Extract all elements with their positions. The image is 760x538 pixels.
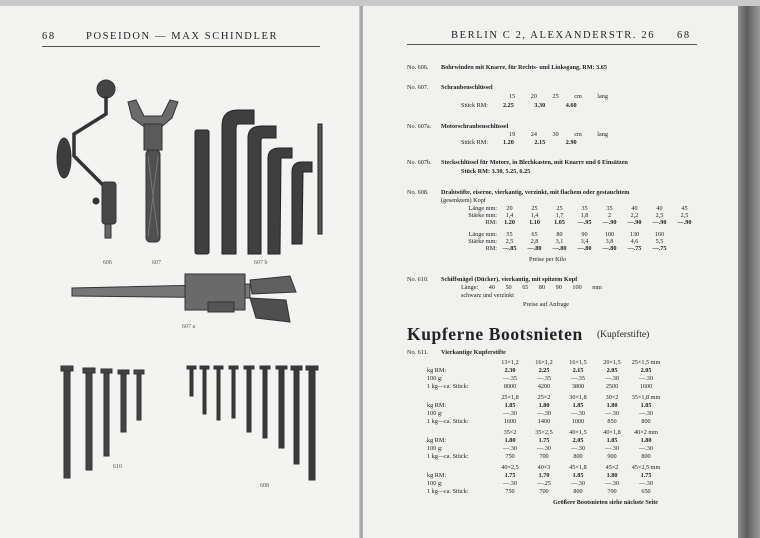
table-cell: —.90: [677, 219, 692, 226]
table-cell: 850: [607, 418, 617, 425]
table-cell: 2.30: [504, 367, 516, 374]
row-label: kg RM:: [427, 437, 447, 444]
figure-caption: 610: [113, 464, 122, 470]
table-cell: —.75: [627, 245, 642, 252]
table-cell: —.30: [605, 410, 619, 417]
size-header-row: [427, 360, 663, 366]
table-row: [427, 489, 663, 495]
row-label: kg RM:: [427, 367, 447, 374]
item-number: No. 607a.: [407, 123, 432, 130]
table-row: [427, 403, 663, 409]
page-number: 68: [42, 31, 56, 42]
row-label: 1 kg—ca. Stück:: [427, 488, 469, 495]
table-cell: 1.75: [538, 437, 550, 444]
table-cell: 1.05: [554, 219, 565, 226]
table-cell: 750: [505, 453, 515, 460]
item-description: Steckschlüssel für Motore, in Blechkasten, mit Knarre und 6 Einsätzen: [441, 159, 628, 166]
table-row: [427, 384, 663, 390]
table-cell: —.30: [639, 410, 653, 417]
table-cell: 35: [606, 205, 613, 212]
table-cell: 1.80: [640, 437, 652, 444]
table-cell: —.95: [577, 219, 592, 226]
table-cell: 35×2,5: [535, 429, 553, 436]
table-cell: —.30: [639, 375, 653, 382]
size-header-row: [427, 395, 663, 401]
table-row: [427, 368, 663, 374]
table-cell: 25×1,8: [501, 394, 519, 401]
table-cell: 30×1,8: [569, 394, 587, 401]
table-row: [427, 376, 663, 382]
table-cell: —.35: [537, 375, 551, 382]
hand-drill-illustration: [57, 80, 116, 238]
row-label: kg RM:: [427, 472, 447, 479]
table-row: [427, 438, 663, 444]
table-cell: 1.85: [504, 402, 516, 409]
table-cell: —.25: [537, 480, 551, 487]
table-cell: 40×1,5: [569, 429, 587, 436]
table-cell: 35×2: [503, 429, 517, 436]
row-label: RM:: [485, 245, 497, 252]
table-cell: 1.80: [606, 472, 618, 479]
table-cell: 2.15: [572, 367, 584, 374]
row-label: RM:: [485, 219, 497, 226]
item-title: Motorschraubenschlüssel: [441, 123, 509, 130]
table-cell: 2.05: [606, 367, 618, 374]
item-number: No. 608.: [407, 189, 429, 196]
table-cell: 800: [641, 418, 651, 425]
table-cell: —.75: [652, 245, 667, 252]
table-cell: 2.05: [572, 437, 584, 444]
figure-caption: 607 a: [182, 324, 196, 330]
item-description: (gesenktem) Kopf: [441, 197, 486, 204]
item-number: No. 611.: [407, 349, 429, 356]
table-cell: 100: [604, 231, 615, 238]
table-cell: 3,4: [580, 238, 589, 245]
item-prices: 2.25 3.30 4.60: [503, 102, 577, 109]
table-cell: 3,8: [605, 238, 614, 245]
table-cell: 40: [631, 205, 638, 212]
table-cell: 2.25: [538, 367, 550, 374]
running-head: BERLIN C 2, ALEXANDERSTR. 26: [451, 30, 656, 41]
table-cell: 3,1: [555, 238, 564, 245]
table-cell: 25×1,5 mm: [631, 359, 661, 366]
item-description: Schiffsnägel (Dücker), vierkantig, mit spitzem Kopf: [441, 276, 578, 283]
table-cell: —.30: [537, 445, 551, 452]
item-sizes: 15 20 25 cm lang: [509, 93, 608, 100]
table-cell: —.30: [503, 445, 517, 452]
table-cell: 1.10: [529, 219, 540, 226]
table-cell: 20: [506, 205, 513, 212]
item-title: Vierkantige Kupferstifte: [441, 349, 506, 356]
table-cell: 2: [607, 212, 612, 219]
table-cell: 20×1,5: [603, 359, 621, 366]
table-cell: 45: [681, 205, 688, 212]
table-cell: —.30: [571, 480, 585, 487]
header-rule: [407, 44, 697, 45]
table-cell: —.30: [605, 375, 619, 382]
table-cell: 2,8: [530, 238, 539, 245]
row-label: 100 g:: [427, 410, 443, 417]
size-header-row: [427, 430, 663, 436]
row-label: Länge mm:: [468, 231, 497, 238]
table-cell: 900: [607, 453, 617, 460]
ship-nails-illustration: [61, 366, 144, 478]
table-cell: 45×2,5 mm: [631, 464, 661, 471]
left-page: [0, 6, 360, 538]
table-cell: 30×2: [605, 394, 619, 401]
table-cell: 700: [539, 488, 549, 495]
item-finish: schwarz und verzinkt: [461, 292, 514, 299]
table-row: [451, 220, 697, 226]
row-label: [427, 360, 493, 366]
table-cell: 4200: [537, 383, 551, 390]
figure-caption: 606: [103, 260, 112, 266]
table-cell: 1.80: [606, 402, 618, 409]
table-row: [427, 411, 663, 417]
table-cell: —.30: [605, 480, 619, 487]
table-cell: 700: [539, 453, 549, 460]
item-number: No. 606.: [407, 64, 429, 71]
item-number: No. 607.: [407, 84, 429, 91]
table-cell: 1.85: [606, 437, 618, 444]
table-cell: —.30: [503, 480, 517, 487]
table-row: [427, 473, 663, 479]
table-cell: —.35: [571, 375, 585, 382]
figure-caption: 607: [152, 260, 161, 266]
item-number: No. 607b.: [407, 159, 432, 166]
table-footnote: Preise per Kilo: [529, 256, 567, 263]
section-title: Kupferne Bootsnieten: [407, 324, 583, 344]
table-cell: 1.85: [640, 402, 652, 409]
table-cell: 90: [581, 231, 588, 238]
table-cell: 4,6: [630, 238, 639, 245]
table-cell: 1,7: [555, 212, 564, 219]
table-cell: 1600: [639, 383, 653, 390]
table-cell: 2,2: [630, 212, 639, 219]
table-row: [427, 446, 663, 452]
table-cell: 1600: [503, 418, 517, 425]
table-cell: 40×1,8: [603, 429, 621, 436]
table-cell: 8000: [503, 383, 517, 390]
table-cell: —.30: [639, 480, 653, 487]
item-number: No. 610.: [407, 276, 429, 283]
table-cell: —.30: [639, 445, 653, 452]
item-prices: Stück RM: 3.30, 5.25, 6.25: [461, 168, 531, 175]
table-cell: 55: [506, 231, 513, 238]
table-cell: 25: [531, 205, 538, 212]
table-cell: 2,5: [505, 238, 514, 245]
table-cell: 750: [505, 488, 515, 495]
item-title: Schraubenschlüssel: [441, 84, 493, 91]
pipe-wrench-illustration: [72, 274, 296, 322]
running-head: POSEIDON — MAX SCHINDLER: [86, 31, 279, 42]
table-cell: 35: [581, 205, 588, 212]
table-cell: 1400: [537, 418, 551, 425]
table-cell: —.30: [571, 445, 585, 452]
item-lengths: Länge: 40 50 65 80 90 100 mm: [461, 284, 602, 291]
table-cell: 40×2 mm: [634, 429, 658, 436]
table-cell: 25: [556, 205, 563, 212]
table-cell: —.30: [605, 445, 619, 452]
table-cell: 80: [556, 231, 563, 238]
table-cell: 1.70: [538, 472, 550, 479]
table-footnote: Preise auf Anfrage: [523, 301, 570, 308]
box-wrench-set-illustration: [195, 110, 322, 254]
tool-illustrations: [0, 6, 360, 538]
item-sizes: 19 24 30 cm lang: [509, 131, 608, 138]
table-cell: 1,4: [530, 212, 539, 219]
table-cell: 1.85: [572, 402, 584, 409]
table-cell: 3800: [571, 383, 585, 390]
table-cell: 40×3: [537, 464, 551, 471]
table-cell: —.90: [652, 219, 667, 226]
row-label: [427, 465, 493, 471]
table-cell: 65: [531, 231, 538, 238]
table-row: [427, 419, 663, 425]
row-label: 1 kg—ca. Stück:: [427, 453, 469, 460]
table-cell: 1,8: [580, 212, 589, 219]
table-cell: 1.80: [504, 437, 516, 444]
item-prices: 1.20 2.15 2.90: [503, 139, 577, 146]
table-cell: 5,5: [655, 238, 664, 245]
table-cell: 45×1,8: [569, 464, 587, 471]
price-label: Stück RM:: [461, 139, 488, 146]
table-cell: 700: [607, 488, 617, 495]
table-cell: 130: [629, 231, 640, 238]
figure-caption: 607 b: [254, 260, 268, 266]
page-number: 68: [677, 30, 691, 41]
table-cell: 25×2: [537, 394, 551, 401]
table-cell: —.35: [503, 375, 517, 382]
row-label: Stärke mm:: [468, 212, 497, 219]
table-cell: 2,5: [655, 212, 664, 219]
table-cell: 40: [656, 205, 663, 212]
table-cell: 1.20: [504, 219, 515, 226]
table-footnote: Größere Bootsnieten siehe nächste Seite: [553, 499, 659, 506]
table-row: [427, 454, 663, 460]
row-label: [427, 430, 493, 436]
table-cell: —.90: [627, 219, 642, 226]
table-cell: 1.85: [572, 472, 584, 479]
row-label: 100 g:: [427, 375, 443, 382]
table-cell: —.80: [527, 245, 542, 252]
table-cell: —.85: [502, 245, 517, 252]
price-label: Stück RM:: [461, 102, 488, 109]
row-label: 100 g:: [427, 445, 443, 452]
table-cell: —.80: [602, 245, 617, 252]
table-cell: —.30: [571, 410, 585, 417]
table-cell: 2.05: [640, 367, 652, 374]
row-label: [427, 395, 493, 401]
table-cell: 2500: [605, 383, 619, 390]
figure-caption: 608: [260, 483, 269, 489]
row-label: 1 kg—ca. Stück:: [427, 418, 469, 425]
table-cell: 45×2: [605, 464, 619, 471]
next-page-edge: [738, 6, 760, 538]
table-cell: 13×1,2: [501, 359, 519, 366]
table-cell: 1.75: [640, 472, 652, 479]
right-page: [363, 6, 745, 538]
table-cell: 800: [573, 488, 583, 495]
row-label: Länge mm:: [468, 205, 497, 212]
table-cell: 2,5: [680, 212, 689, 219]
section-subtitle: (Kupferstifte): [597, 330, 650, 340]
table-cell: 16×1,2: [535, 359, 553, 366]
table-cell: 1000: [571, 418, 585, 425]
wire-nails-illustration: [187, 366, 318, 480]
item-description: Bohrwinden mit Knarre, für Rechts- und Linksgang, RM: 3.65: [441, 64, 607, 71]
table-cell: 16×1,5: [569, 359, 587, 366]
table-cell: 800: [641, 453, 651, 460]
table-row: [451, 246, 672, 252]
table-cell: —.90: [602, 219, 617, 226]
table-cell: 1.80: [538, 402, 550, 409]
row-label: 1 kg—ca. Stück:: [427, 383, 469, 390]
table-cell: 35×1,8 mm: [631, 394, 661, 401]
row-label: 100 g:: [427, 480, 443, 487]
table-cell: 1.75: [504, 472, 516, 479]
table-cell: 1,4: [505, 212, 514, 219]
row-label: Stärke mm:: [468, 238, 497, 245]
table-row: [427, 481, 663, 487]
table-cell: 650: [641, 488, 651, 495]
table-cell: —.80: [577, 245, 592, 252]
table-cell: 160: [654, 231, 665, 238]
size-header-row: [427, 465, 663, 471]
table-cell: —.30: [503, 410, 517, 417]
adjustable-wrench-illustration: [128, 100, 178, 242]
row-label: kg RM:: [427, 402, 447, 409]
table-cell: 800: [573, 453, 583, 460]
table-cell: —.30: [537, 410, 551, 417]
table-cell: —.80: [552, 245, 567, 252]
table-cell: 40×2,5: [501, 464, 519, 471]
item-description: Drahtstifte, eiserne, vierkantig, verzinkt, mit flachem oder gestauchtem: [441, 189, 630, 196]
